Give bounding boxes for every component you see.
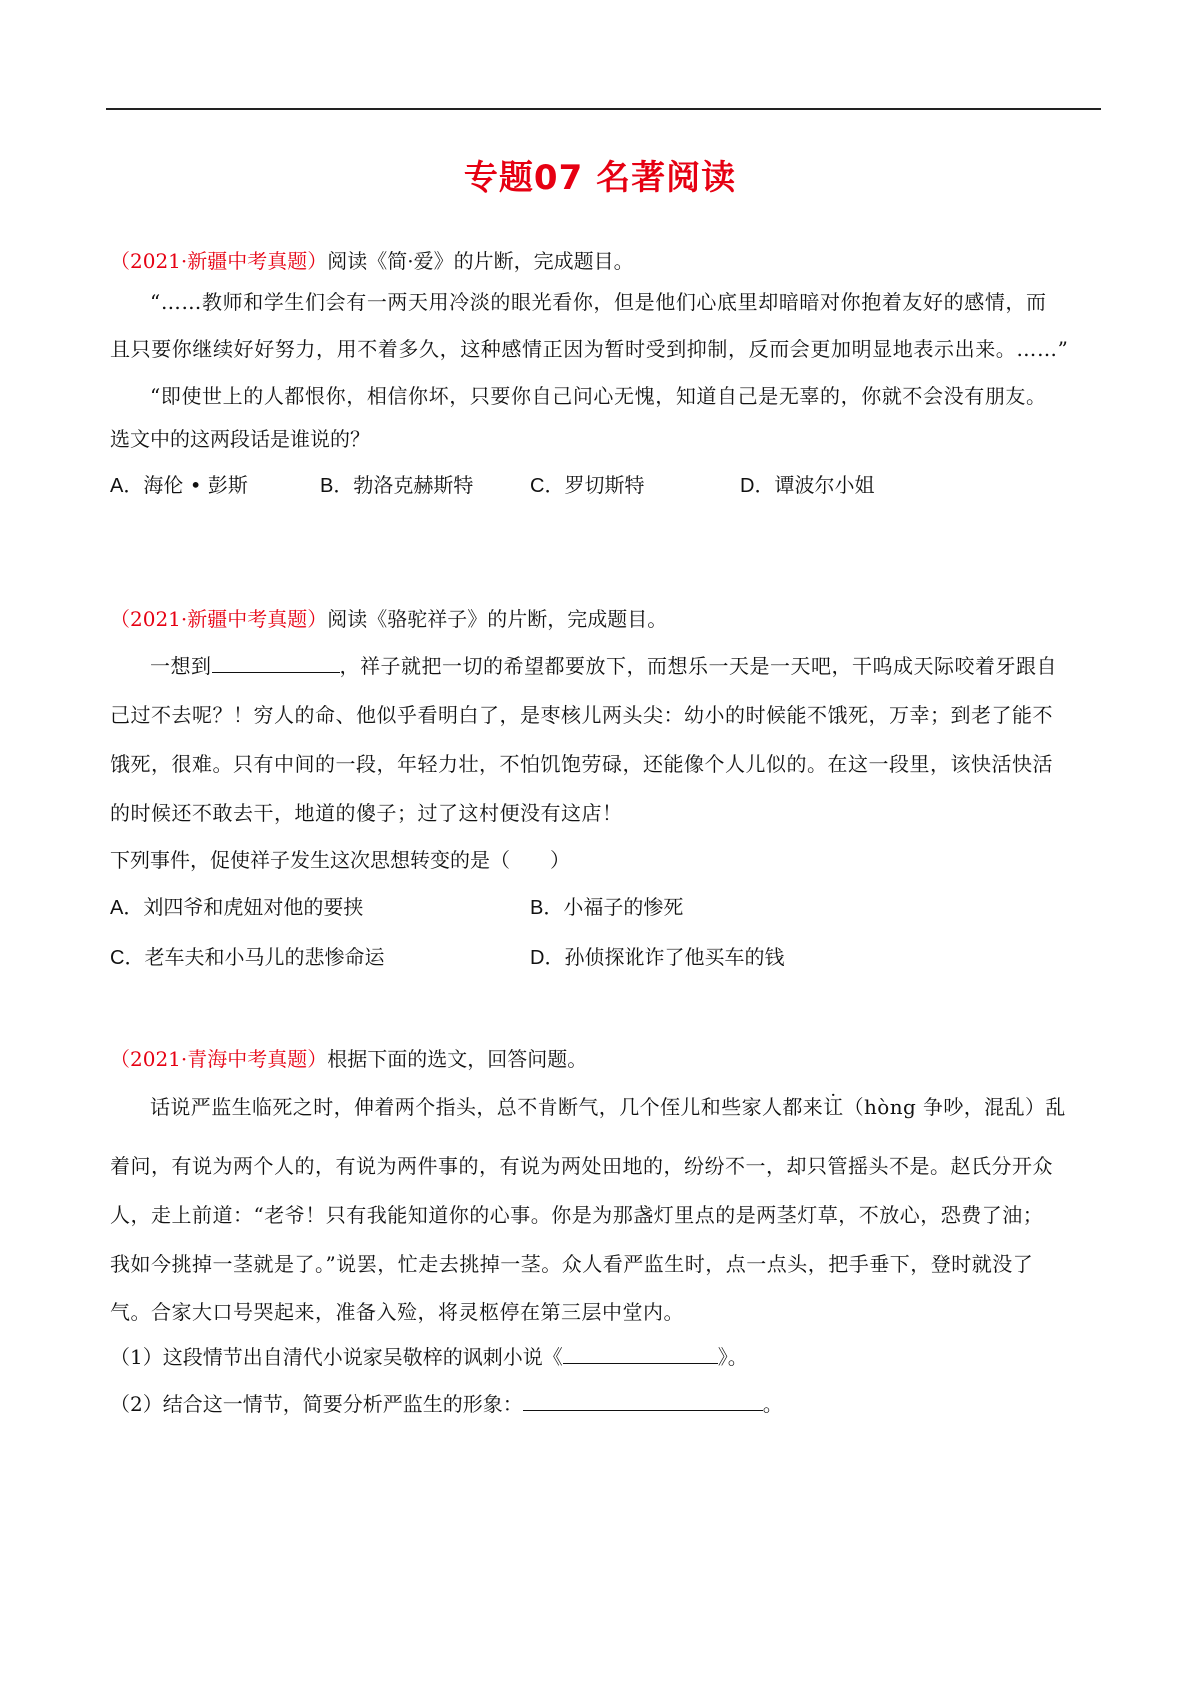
q3-sub1: （1）这段情节出自清代小说家吴敬梓的讽刺小说《 》。 [110, 1345, 748, 1369]
q3-para-line3: 人，走上前道：“老爷！只有我能知道你的心事。你是为那盏灯里点的是两茎灯草，不放心，恐费了油； [110, 1203, 1044, 1227]
q1-para2: “即使世上的人都恨你，相信你坏，只要你自己问心无愧，知道自己是无辜的，你就不会没有朋友。 [150, 384, 1047, 408]
q2-blank[interactable] [212, 652, 340, 673]
q1-prompt: 阅读《简·爱》的片断，完成题目。 [327, 249, 634, 273]
q2-para-line2: 己过不去呢？！穷人的命、他似乎看明白了，是枣核儿两头尖：幼小的时候能不饿死，万幸；到老了能不 [110, 703, 1053, 727]
q3-para-line1: 话说严监生临死之时，伸着两个指头，总不肯断气，几个侄儿和些家人都来讧（hòng 争吵，混乱）乱 [150, 1095, 1066, 1119]
q3-sub2: （2）结合这一情节，简要分析严监生的形象： 。 [110, 1392, 783, 1416]
emphasis-dot-char: 讧 [823, 1095, 844, 1119]
q2-option-a[interactable]: A．刘四爷和虎妞对他的要挟 [110, 895, 364, 919]
q2-para-line4: 的时候还不敢去干，地道的傻子；过了这村便没有这店！ [110, 801, 623, 825]
q1-option-c[interactable]: C．罗切斯特 [530, 473, 645, 497]
page-title: 专题07 名著阅读 [463, 158, 737, 198]
q1-source: （2021·新疆中考真题） [110, 249, 328, 273]
q3-para-line2: 着问，有说为两个人的，有说为两件事的，有说为两处田地的，纷纷不一，却只管摇头不是。赵氏分开众 [110, 1154, 1053, 1178]
q3-sub1-blank[interactable] [563, 1343, 718, 1364]
q3-header [110, 1044, 587, 1074]
q3-sub2-blank[interactable] [523, 1390, 763, 1411]
header-rule [106, 108, 1101, 110]
q2-para-line1: 一想到 ，祥子就把一切的希望都要放下，而想乐一天是一天吧，干呜成天际咬着牙跟自 [150, 654, 1057, 678]
q1-question: 选文中的这两段话是谁说的？ [110, 427, 370, 451]
q1-para1-line2: 且只要你继续好好努力，用不着多久，这种感情正因为暂时受到抑制，反而会更加明显地表示出来。……” [110, 337, 1069, 361]
q2-prompt: 阅读《骆驼祥子》的片断，完成题目。 [327, 607, 668, 631]
q3-para-line4: 我如今挑掉一茎就是了。”说罢，忙走去挑掉一茎。众人看严监生时，点一点头，把手垂下，登时就没了 [110, 1252, 1034, 1276]
q3-source: （2021·青海中考真题） [110, 1047, 328, 1071]
q2-header [110, 604, 667, 634]
q2-option-d[interactable]: D．孙侦探讹诈了他买车的钱 [530, 945, 785, 969]
q3-para-line5: 气。合家大口号哭起来，准备入殓，将灵柩停在第三层中堂内。 [110, 1300, 684, 1324]
q1-header [110, 246, 634, 276]
q3-prompt: 根据下面的选文，回答问题。 [327, 1047, 588, 1071]
q2-question: 下列事件，促使祥子发生这次思想转变的是（ ） [110, 848, 570, 872]
q1-para1-line1: “……教师和学生们会有一两天用冷淡的眼光看你，但是他们心底里却暗暗对你抱着友好的感情，而 [150, 290, 1047, 314]
q2-para-line3: 饿死，很难。只有中间的一段，年轻力壮，不怕饥饱劳碌，还能像个人儿似的。在这一段里，该快活快活 [110, 752, 1053, 776]
q1-option-b[interactable]: B．勃洛克赫斯特 [320, 473, 474, 497]
q1-option-a[interactable]: A．海伦 • 彭斯 [110, 473, 248, 497]
q2-source: （2021·新疆中考真题） [110, 607, 328, 631]
q2-option-b[interactable]: B．小福子的惨死 [530, 895, 684, 919]
q1-option-d[interactable]: D．谭波尔小姐 [740, 473, 875, 497]
q2-option-c[interactable]: C．老车夫和小马儿的悲惨命运 [110, 945, 385, 969]
